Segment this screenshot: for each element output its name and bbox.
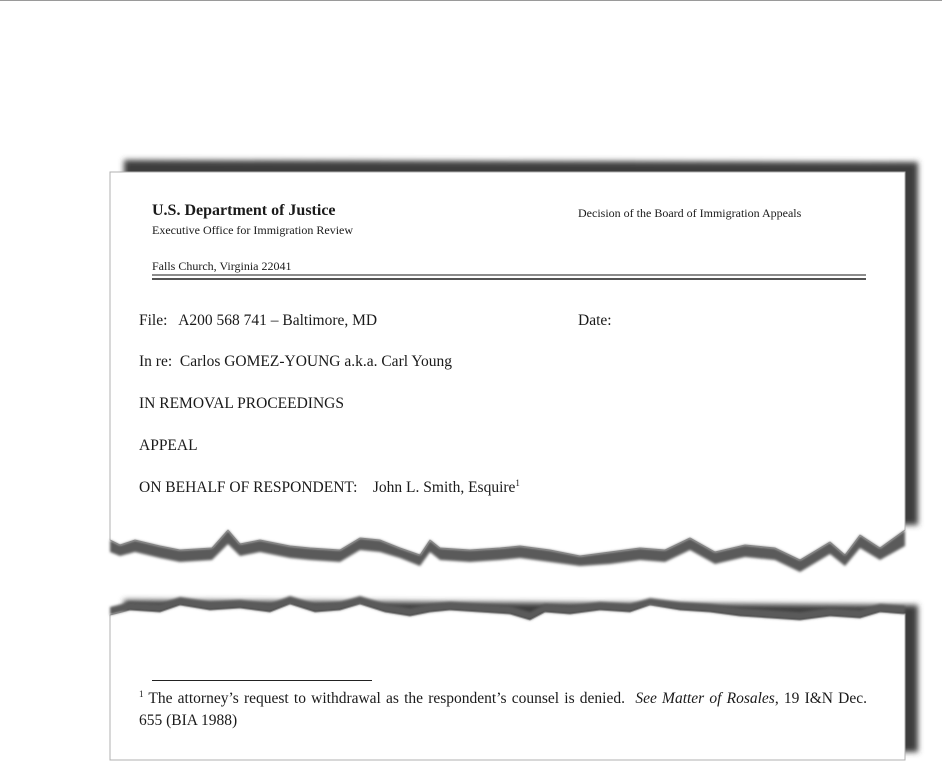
office-name: Executive Office for Immigration Review <box>152 223 354 237</box>
footnote-citation: , 19 I&N Dec. 655 (BIA 1988) <box>139 690 867 729</box>
footnote <box>139 688 867 732</box>
on-behalf-line <box>139 480 520 496</box>
footnote-text: The attorney’s request to withdrawal as the respondent’s counsel is denied. <box>143 690 636 707</box>
appeal-line: APPEAL <box>139 437 198 454</box>
decision-title: Decision of the Board of Immigration Appeals <box>578 206 802 220</box>
office-address: Falls Church, Virginia 22041 <box>152 259 292 273</box>
proceedings-line: IN REMOVAL PROCEEDINGS <box>139 395 344 412</box>
agency-name: U.S. Department of Justice <box>152 202 336 219</box>
date-label: Date: <box>578 312 612 329</box>
bottom-piece-paper <box>110 604 905 760</box>
footnote-reference: 1 <box>515 478 520 488</box>
footnote-see: See Matter of Rosales <box>635 690 775 707</box>
footnote-marker: 1 <box>139 689 144 699</box>
file-number: File: A200 568 741 – Baltimore, MD <box>139 312 378 329</box>
on-behalf-text: ON BEHALF OF RESPONDENT: John L. Smith, Esquire <box>139 479 516 496</box>
in-re-line: In re: Carlos GOMEZ-YOUNG a.k.a. Carl Young <box>139 353 452 370</box>
footnote-separator <box>152 680 372 681</box>
